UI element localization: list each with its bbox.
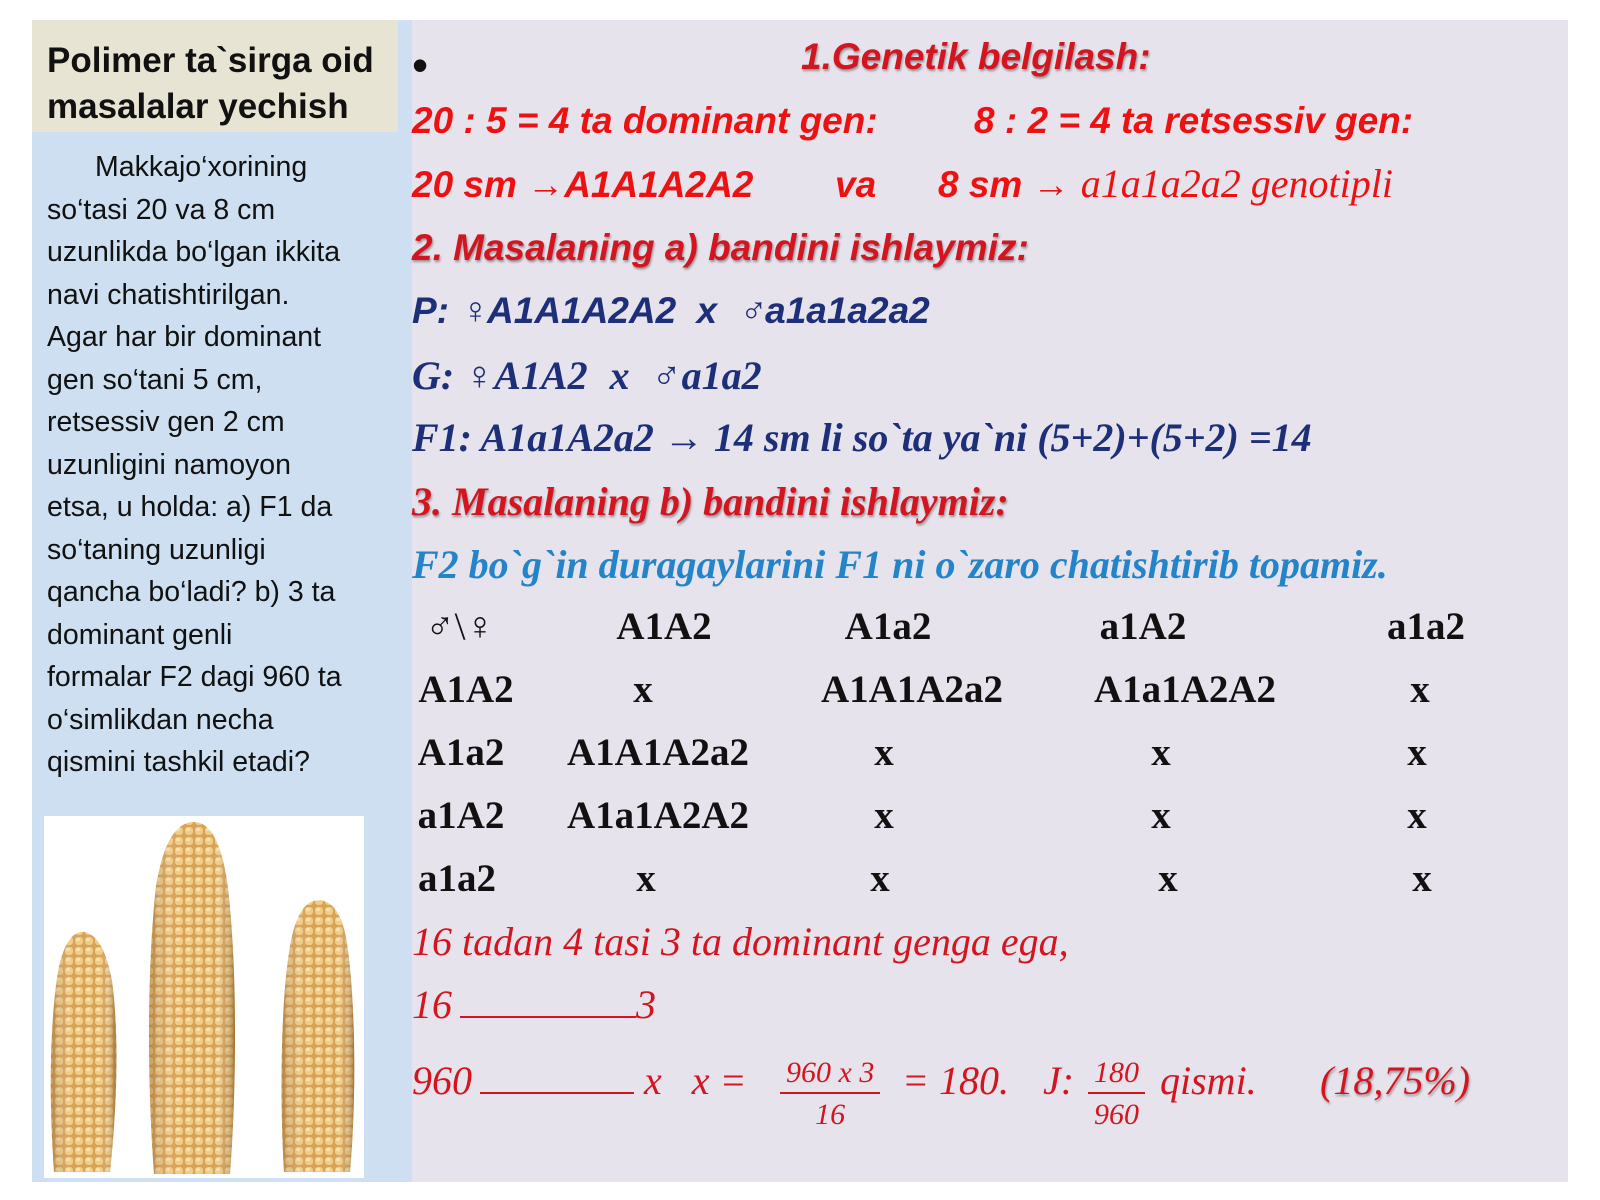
punnett-cell: x [1151, 731, 1171, 774]
genotype-recessive: 8 sm → a1a1a2a2 genotipli [938, 161, 1393, 206]
gametes-line: G: ♀A1A2 x ♂a1a2 [412, 353, 762, 398]
result-180: = 180. [902, 1058, 1009, 1103]
punnett-row-header: A1A2 [418, 668, 514, 711]
f1-line: F1: A1a1A2a2 → 14 sm li so`ta ya`ni (5+2)+(5+2) =14 [412, 415, 1312, 460]
bullet-point: • [412, 39, 429, 91]
problem-line: so‘taning uzunligi [47, 533, 266, 566]
genotype-va: va [835, 164, 877, 205]
problem-line: uzunlikda bo‘lgan ikkita [47, 236, 341, 268]
problem-line: gen so‘tani 5 cm, [47, 363, 263, 396]
answer-label: J: [1043, 1058, 1075, 1103]
recessive-gene-calc: 8 : 2 = 4 ta retsessiv gen: [974, 100, 1414, 141]
female-gamete: ♀A1A2 [464, 353, 588, 398]
fraction-180-over-960: $\frac{180}{960}$ [1088, 1056, 1145, 1132]
medium-cob [282, 900, 355, 1172]
punnett-cell: A1a1A2A2 [567, 794, 749, 837]
genotype-dominant: 20 sm →A1A1A2A2 [412, 164, 754, 205]
male-parent: ♂a1a1a2a2 [737, 290, 930, 331]
punnett-cell: x [636, 857, 656, 900]
title-line-1: Polimer ta`sirga oid [47, 41, 374, 80]
punnett-cell: A1a1A2A2 [1094, 668, 1276, 711]
heading-part-a: 2. Masalaning a) bandini ishlaymiz: [412, 227, 1029, 268]
problem-line: qancha bo‘ladi? b) 3 ta [47, 576, 336, 608]
corn-image [44, 816, 364, 1178]
punnett-cell: x [1158, 857, 1178, 900]
female-parent: ♀A1A1A2A2 [459, 290, 677, 331]
f2-line: F2 bo`g`in duragaylarini F1 ni o`zaro chatishtirib topamiz. [412, 542, 1388, 587]
proportion-blank [480, 1092, 634, 1094]
problem-line: o‘simlikdan necha [47, 703, 274, 736]
punnett-cell: A1A1A2a2 [821, 668, 1003, 711]
problem-line: dominant genli [47, 618, 233, 651]
problem-line: Makkajo‘xorining [95, 151, 308, 183]
corn-cobs-illustration [44, 816, 364, 1178]
punnett-col-header: a1A2 [1099, 605, 1187, 648]
dominant-gene-calc: 20 : 5 = 4 ta dominant gen: [412, 100, 878, 141]
punnett-cell: A1A1A2a2 [567, 731, 749, 774]
punnett-row-header: a1A2 [417, 794, 505, 837]
problem-line: formalar F2 dagi 960 ta [47, 661, 342, 693]
heading-part-b: 3. Masalaning b) bandini ishlaymiz: [412, 479, 1009, 524]
punnett-col-header: A1a2 [844, 605, 932, 648]
title-line-2: masalalar yechish [47, 87, 349, 126]
punnett-cell: x [874, 794, 894, 837]
problem-line: qismini tashkil etadi? [47, 746, 310, 778]
punnett-cell: x [633, 668, 653, 711]
proportion-blank [460, 1016, 636, 1018]
problem-line: Agar har bir dominant [47, 321, 322, 353]
problem-line: retsessiv gen 2 cm [47, 406, 285, 438]
heading-genetik-belgilash: 1.Genetik belgilash: [801, 36, 1151, 77]
problem-text [47, 146, 392, 784]
short-cob [51, 932, 117, 1172]
punnett-row-header: a1a2 [418, 857, 496, 900]
punnett-cell: x [1151, 794, 1171, 837]
proportion-line-1: 16 3 [412, 982, 656, 1027]
punnett-cell: x [874, 731, 894, 774]
punnett-col-header: A1A2 [616, 605, 712, 648]
answer-percent: (18,75%) [1320, 1058, 1470, 1103]
problem-line: navi chatishtirilgan. [47, 278, 290, 311]
conclusion-line: 16 tadan 4 tasi 3 ta dominant genga ega, [412, 919, 1069, 964]
proportion-line-2: 960 x x = [412, 1058, 747, 1103]
tall-cob [149, 822, 235, 1174]
problem-line: so‘tasi 20 va 8 cm [47, 193, 276, 226]
punnett-col-header: a1a2 [1387, 605, 1465, 648]
punnett-cell: x [1407, 794, 1427, 837]
punnett-corner-label: ♂\♀ [425, 605, 495, 648]
slide-title [47, 38, 397, 130]
punnett-cell: x [1412, 857, 1432, 900]
parents-line: P: ♀A1A1A2A2 x ♂a1a1a2a2 [412, 290, 930, 331]
male-gamete: ♂a1a2 [651, 353, 762, 398]
problem-line: etsa, u holda: a) F1 da [47, 491, 333, 523]
fraction-960x3-over-16: $\frac{960 x 3}{16}$ [780, 1056, 880, 1132]
problem-line: uzunligini namoyon [47, 448, 291, 481]
punnett-cell: x [870, 857, 890, 900]
punnett-cell: x [1407, 731, 1427, 774]
answer-word: qismi. [1160, 1058, 1257, 1103]
punnett-cell: x [1410, 668, 1430, 711]
punnett-row-header: A1a2 [417, 731, 505, 774]
